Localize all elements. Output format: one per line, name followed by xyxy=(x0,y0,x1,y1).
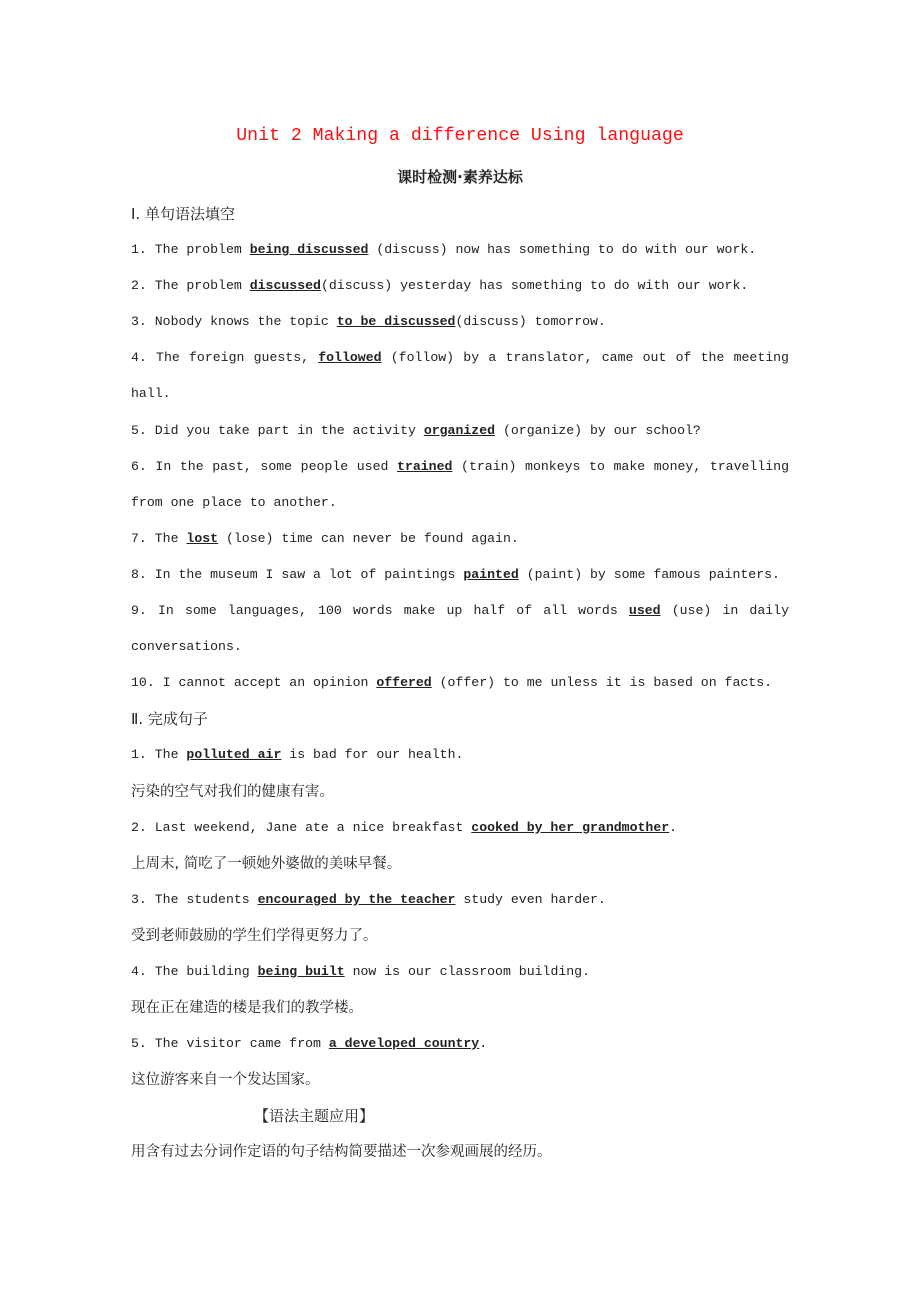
instruction-text: 用含有过去分词作定语的句子结构简要描述一次参观画展的经历。 xyxy=(131,1144,552,1161)
answer-text: being built xyxy=(257,963,345,979)
sentence-text: 4. The foreign guests, xyxy=(131,350,319,366)
sentence-text: (discuss) tomorrow. xyxy=(455,314,606,330)
answer-text: followed xyxy=(318,350,382,366)
sentence-text: (discuss) now has something to do with our work. xyxy=(368,242,757,258)
sentence-text: 7. The xyxy=(131,530,187,546)
sentence-text: 5. The visitor came from xyxy=(131,1036,329,1052)
exercise-item xyxy=(131,232,789,268)
sentence-text: (discuss) yesterday has something to do with our work. xyxy=(320,278,749,294)
answer-text: to be discussed xyxy=(336,314,456,330)
answer-text: trained xyxy=(397,458,453,474)
sentence-text: (follow) by a translator, came out of the meeting hall. xyxy=(131,350,789,402)
answer-text: offered xyxy=(376,675,432,691)
sentence-text: 1. The xyxy=(131,747,187,763)
answer-text: polluted air xyxy=(186,747,282,763)
document-subtitle: 课时检测·素养达标 xyxy=(397,168,523,186)
answer-text: a developed country xyxy=(328,1036,480,1052)
sentence-text: 3. The students xyxy=(131,891,258,907)
answer-text: used xyxy=(628,603,661,619)
exercise-item xyxy=(131,449,789,521)
section-heading: 【语法主题应用】 xyxy=(254,1107,375,1126)
sentence-text: 2. Last weekend, Jane ate a nice breakfast xyxy=(131,819,472,835)
sentence-text: now is our classroom building. xyxy=(344,963,591,979)
sentence-text: (train) monkeys to make money, travelling from one place to another. xyxy=(131,458,789,510)
exercise-item xyxy=(131,557,789,593)
chinese-translation: 现在正在建造的楼是我们的教学楼。 xyxy=(131,1000,363,1017)
sentence-text: is bad for our health. xyxy=(281,747,464,763)
sentence-text: 1. The problem xyxy=(131,242,250,258)
sentence-text: 8. In the museum I saw a lot of paintings xyxy=(131,566,464,582)
chinese-translation: 上周末, 简吃了一顿她外婆做的美味早餐。 xyxy=(131,855,402,872)
document-body xyxy=(131,196,789,1171)
answer-text: organized xyxy=(423,422,496,438)
document-title: Unit 2 Making a difference Using language xyxy=(236,126,684,146)
answer-text: cooked by her grandmother xyxy=(471,819,670,835)
sentence-text: 10. I cannot accept an opinion xyxy=(131,675,377,691)
sentence-text: . xyxy=(669,819,678,835)
exercise-item xyxy=(131,340,789,412)
chinese-translation: 这位游客来自一个发达国家。 xyxy=(131,1072,320,1089)
sentence-text: (paint) by some famous painters. xyxy=(518,566,780,582)
sentence-text: 6. In the past, some people used xyxy=(131,458,398,474)
exercise-item xyxy=(131,413,789,449)
section-heading: Ⅱ. 完成句子 xyxy=(131,710,208,729)
exercise-item xyxy=(131,665,789,701)
chinese-translation: 污染的空气对我们的健康有害。 xyxy=(131,783,334,800)
sentence-text: 5. Did you take part in the activity xyxy=(131,422,424,438)
exercise-item xyxy=(131,1026,789,1062)
answer-text: painted xyxy=(463,566,519,582)
sentence-text: (offer) to me unless it is based on facts. xyxy=(431,675,773,691)
sentence-text: . xyxy=(479,1036,488,1052)
sentence-text: (lose) time can never be found again. xyxy=(218,530,519,546)
chinese-translation: 受到老师鼓励的学生们学得更努力了。 xyxy=(131,927,378,944)
exercise-item xyxy=(131,521,789,557)
exercise-item xyxy=(131,268,789,304)
answer-text: encouraged by the teacher xyxy=(257,891,456,907)
sentence-text: study even harder. xyxy=(455,891,606,907)
exercise-item xyxy=(131,593,789,665)
sentence-text: 3. Nobody knows the topic xyxy=(131,314,337,330)
sentence-text: (use) in daily conversations. xyxy=(131,603,789,655)
section-heading: Ⅰ. 单句语法填空 xyxy=(131,205,235,223)
exercise-item xyxy=(131,737,789,773)
answer-text: lost xyxy=(186,530,219,546)
sentence-text: 9. In some languages, 100 words make up half of all words xyxy=(131,603,629,619)
sentence-text: (organize) by our school? xyxy=(495,422,701,438)
answer-text: being discussed xyxy=(249,242,369,258)
exercise-item xyxy=(131,304,789,340)
sentence-text: 4. The building xyxy=(131,963,258,979)
sentence-text: 2. The problem xyxy=(131,278,250,294)
answer-text: discussed xyxy=(249,278,321,294)
exercise-item xyxy=(131,882,789,918)
exercise-item xyxy=(131,810,789,846)
exercise-item xyxy=(131,954,789,990)
